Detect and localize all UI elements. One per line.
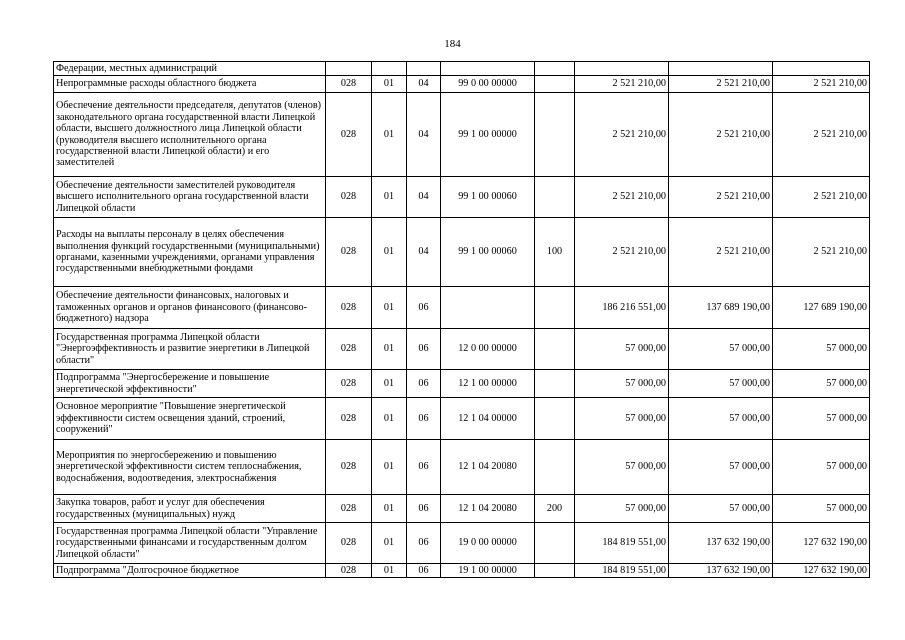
subsection-code-cell: 06 [407,329,441,370]
section-code-cell: 01 [372,370,407,398]
target-article-cell: 99 1 00 00060 [441,177,535,218]
row-name-cell: Подпрограмма "Долгосрочное бюджетное [54,564,326,578]
target-article-cell: 12 1 04 00000 [441,398,535,440]
target-article-cell: 12 0 00 00000 [441,329,535,370]
amount-year-1-cell: 57 000,00 [575,370,669,398]
row-name-cell: Мероприятия по энергосбережению и повышению энергетической эффективности систем теплоснабжения, водоснабжения, водоотведения, электроснабжения [54,440,326,495]
table-row [54,218,870,287]
amount-year-3-cell: 2 521 210,00 [773,177,870,218]
subsection-code-cell: 06 [407,398,441,440]
amount-year-3-cell: 2 521 210,00 [773,93,870,177]
amount-year-3-cell [773,62,870,76]
page-number: 184 [444,38,461,50]
section-code-cell: 01 [372,523,407,564]
expense-type-cell [535,93,575,177]
table-row [54,495,870,523]
amount-year-1-cell: 186 216 551,00 [575,287,669,329]
table-row [54,398,870,440]
amount-year-2-cell: 57 000,00 [669,495,773,523]
subsection-code-cell: 06 [407,564,441,578]
amount-year-3-cell: 57 000,00 [773,495,870,523]
section-code-cell: 01 [372,495,407,523]
expense-type-cell [535,564,575,578]
expense-type-cell [535,177,575,218]
ministry-code-cell [326,62,372,76]
row-name-cell: Закупка товаров, работ и услуг для обеспечения государственных (муниципальных) нужд [54,495,326,523]
amount-year-2-cell: 137 689 190,00 [669,287,773,329]
ministry-code-cell: 028 [326,495,372,523]
table-row [54,440,870,495]
amount-year-3-cell: 57 000,00 [773,329,870,370]
target-article-cell: 12 1 00 00000 [441,370,535,398]
table-row [54,287,870,329]
section-code-cell [372,62,407,76]
section-code-cell: 01 [372,218,407,287]
table-row [54,523,870,564]
amount-year-1-cell: 184 819 551,00 [575,523,669,564]
section-code-cell: 01 [372,177,407,218]
amount-year-2-cell: 137 632 190,00 [669,523,773,564]
amount-year-2-cell [669,62,773,76]
subsection-code-cell: 04 [407,93,441,177]
expense-type-cell [535,398,575,440]
section-code-cell: 01 [372,76,407,93]
subsection-code-cell: 06 [407,440,441,495]
amount-year-2-cell: 2 521 210,00 [669,93,773,177]
amount-year-3-cell: 2 521 210,00 [773,76,870,93]
amount-year-2-cell: 57 000,00 [669,398,773,440]
amount-year-2-cell: 137 632 190,00 [669,564,773,578]
ministry-code-cell: 028 [326,218,372,287]
subsection-code-cell: 06 [407,495,441,523]
ministry-code-cell: 028 [326,287,372,329]
expense-type-cell [535,440,575,495]
section-code-cell: 01 [372,398,407,440]
row-name-cell: Расходы на выплаты персоналу в целях обеспечения выполнения функций государственными (муниципальными) органами, казенными учреждениями, органами управления государственными внебюджетными фондами [54,218,326,287]
amount-year-1-cell [575,62,669,76]
ministry-code-cell: 028 [326,440,372,495]
subsection-code-cell [407,62,441,76]
expense-type-cell [535,523,575,564]
amount-year-1-cell: 184 819 551,00 [575,564,669,578]
table-row [54,62,870,76]
target-article-cell: 19 1 00 00000 [441,564,535,578]
row-name-cell: Государственная программа Липецкой области "Энергоэффективность и развитие энергетики в Липецкой области" [54,329,326,370]
expense-type-cell [535,76,575,93]
ministry-code-cell: 028 [326,564,372,578]
subsection-code-cell: 06 [407,523,441,564]
table-row [54,329,870,370]
amount-year-3-cell: 2 521 210,00 [773,218,870,287]
amount-year-3-cell: 127 632 190,00 [773,523,870,564]
row-name-cell: Обеспечение деятельности финансовых, налоговых и таможенных органов и органов финансового (финансово-бюджетного) надзора [54,287,326,329]
target-article-cell: 19 0 00 00000 [441,523,535,564]
row-name-cell: Подпрограмма "Энергосбережение и повышение энергетической эффективности" [54,370,326,398]
expense-type-cell [535,287,575,329]
budget-table [53,61,870,578]
table-row [54,177,870,218]
amount-year-1-cell: 2 521 210,00 [575,218,669,287]
amount-year-3-cell: 127 689 190,00 [773,287,870,329]
subsection-code-cell: 06 [407,370,441,398]
ministry-code-cell: 028 [326,398,372,440]
amount-year-1-cell: 2 521 210,00 [575,76,669,93]
amount-year-2-cell: 2 521 210,00 [669,76,773,93]
subsection-code-cell: 04 [407,177,441,218]
target-article-cell: 99 1 00 00060 [441,218,535,287]
amount-year-3-cell: 127 632 190,00 [773,564,870,578]
expense-type-cell: 100 [535,218,575,287]
row-name-cell: Непрограммные расходы областного бюджета [54,76,326,93]
budget-table-body [54,62,870,578]
amount-year-3-cell: 57 000,00 [773,370,870,398]
section-code-cell: 01 [372,564,407,578]
ministry-code-cell: 028 [326,93,372,177]
target-article-cell: 99 1 00 00000 [441,93,535,177]
row-name-cell: Обеспечение деятельности заместителей руководителя высшего исполнительного органа государственной власти Липецкой области [54,177,326,218]
target-article-cell: 99 0 00 00000 [441,76,535,93]
amount-year-2-cell: 2 521 210,00 [669,218,773,287]
row-name-cell: Основное мероприятие "Повышение энергетической эффективности систем освещения зданий, строений, сооружений" [54,398,326,440]
ministry-code-cell: 028 [326,329,372,370]
amount-year-3-cell: 57 000,00 [773,398,870,440]
expense-type-cell: 200 [535,495,575,523]
ministry-code-cell: 028 [326,76,372,93]
amount-year-1-cell: 2 521 210,00 [575,93,669,177]
row-name-cell: Обеспечение деятельности председателя, депутатов (членов) законодательного органа государственной власти Липецкой области, высшего должностного лица Липецкой области (руководителя высшего исполнительного органа государственной власти Липецкой области) и его заместителей [54,93,326,177]
table-row [54,93,870,177]
expense-type-cell [535,329,575,370]
amount-year-2-cell: 2 521 210,00 [669,177,773,218]
amount-year-1-cell: 57 000,00 [575,398,669,440]
target-article-cell [441,62,535,76]
table-row [54,370,870,398]
row-name-cell: Федерации, местных администраций [54,62,326,76]
ministry-code-cell: 028 [326,523,372,564]
amount-year-1-cell: 2 521 210,00 [575,177,669,218]
amount-year-1-cell: 57 000,00 [575,440,669,495]
section-code-cell: 01 [372,440,407,495]
target-article-cell: 12 1 04 20080 [441,440,535,495]
target-article-cell [441,287,535,329]
amount-year-2-cell: 57 000,00 [669,440,773,495]
target-article-cell: 12 1 04 20080 [441,495,535,523]
subsection-code-cell: 04 [407,76,441,93]
section-code-cell: 01 [372,329,407,370]
subsection-code-cell: 04 [407,218,441,287]
amount-year-1-cell: 57 000,00 [575,329,669,370]
amount-year-2-cell: 57 000,00 [669,329,773,370]
amount-year-3-cell: 57 000,00 [773,440,870,495]
amount-year-1-cell: 57 000,00 [575,495,669,523]
subsection-code-cell: 06 [407,287,441,329]
table-row [54,76,870,93]
section-code-cell: 01 [372,93,407,177]
section-code-cell: 01 [372,287,407,329]
amount-year-2-cell: 57 000,00 [669,370,773,398]
expense-type-cell [535,62,575,76]
expense-type-cell [535,370,575,398]
table-row [54,564,870,578]
row-name-cell: Государственная программа Липецкой области "Управление государственными финансами и государственным долгом Липецкой области" [54,523,326,564]
ministry-code-cell: 028 [326,370,372,398]
ministry-code-cell: 028 [326,177,372,218]
